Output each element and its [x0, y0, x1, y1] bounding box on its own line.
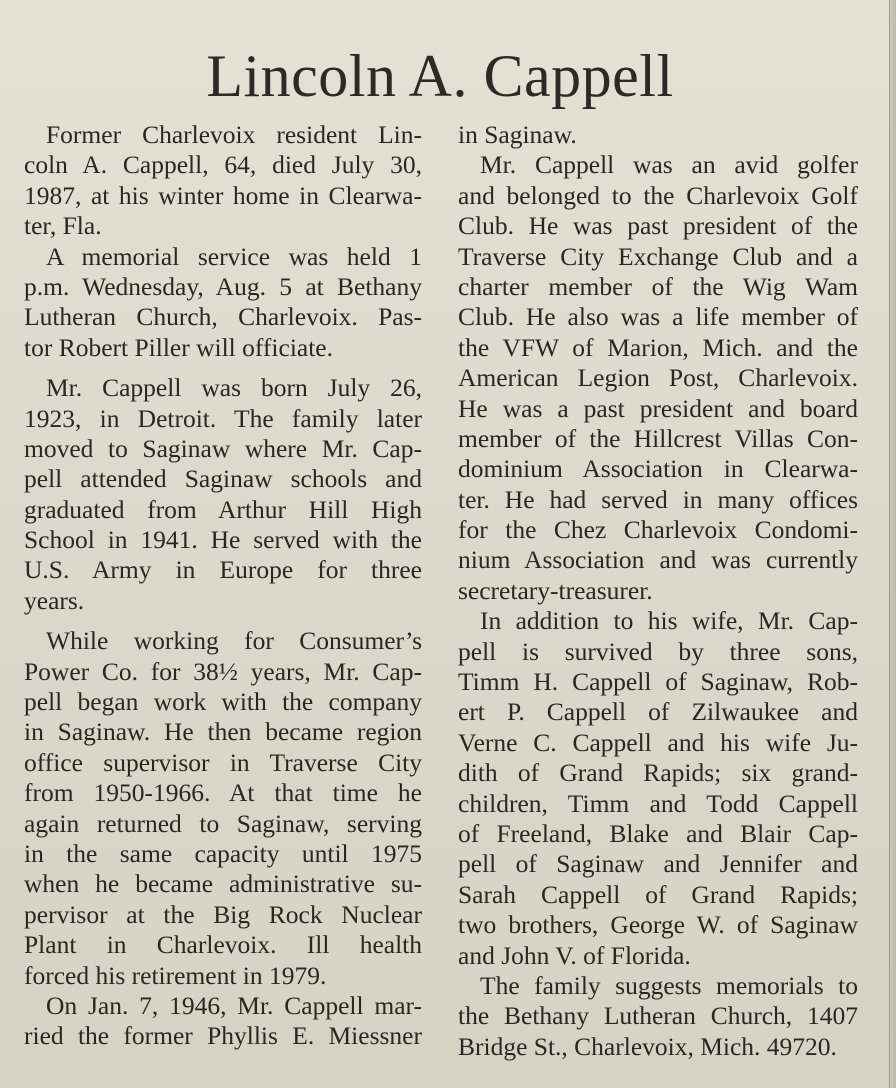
article-line: ried the former Phyllis E. Miessner	[24, 1021, 422, 1051]
article-line: and John V. of Florida.	[458, 940, 691, 970]
article-line: On Jan. 7, 1946, Mr. Cappell mar-	[46, 990, 422, 1020]
article-line: Verne C. Cappell and his wife Ju-	[458, 727, 858, 757]
article-line: secretary-treasurer.	[458, 575, 653, 605]
article-line: 1923, in Detroit. The family later	[24, 403, 422, 433]
article-line: While working for Consumer’s	[46, 626, 422, 656]
obituary-headline: Lincoln A. Cappell	[206, 43, 674, 109]
article-line: charter member of the Wig Wam	[458, 271, 858, 301]
article-line: A memorial service was held 1	[46, 241, 422, 271]
article-line: pell is survived by three sons,	[458, 636, 858, 666]
article-line: Traverse City Exchange Club and a	[458, 241, 858, 271]
article-line: moved to Saginaw where Mr. Cap-	[24, 433, 422, 463]
article-line: dominium Association in Clearwa-	[458, 454, 858, 484]
paragraph-gap	[24, 616, 422, 626]
article-column-right	[458, 120, 858, 1062]
article-line: pervisor at the Big Rock Nuclear	[24, 899, 422, 929]
article-line: when he became administrative su-	[24, 869, 422, 899]
article-line: Former Charlevoix resident Lin-	[46, 120, 422, 149]
article-line: Mr. Cappell was an avid golfer	[480, 150, 858, 180]
article-line: pell attended Saginaw schools and	[24, 464, 422, 494]
article-line: dith of Grand Rapids; six grand-	[458, 758, 858, 788]
article-line: Club. He was past president of the	[458, 211, 858, 241]
article-line: years.	[24, 585, 85, 615]
article-line: two brothers, George W. of Saginaw	[458, 910, 858, 940]
article-line: coln A. Cappell, 64, died July 30,	[24, 150, 422, 180]
article-column-left	[24, 120, 422, 1052]
article-line: children, Timm and Todd Cappell	[458, 788, 858, 818]
article-line: again returned to Saginaw, serving	[24, 808, 422, 838]
article-line: Club. He also was a life member of	[458, 302, 858, 332]
article-line: the VFW of Marion, Mich. and the	[458, 332, 858, 362]
article-line: in the same capacity until 1975	[24, 838, 422, 868]
article-line: p.m. Wednesday, Aug. 5 at Bethany	[24, 271, 422, 301]
article-line: forced his retirement in 1979.	[24, 960, 327, 990]
article-line: pell began work with the company	[24, 687, 422, 717]
article-line: ter, Fla.	[24, 211, 102, 241]
article-line: The family suggests memorials to	[480, 970, 858, 1000]
article-line: from 1950-1966. At that time he	[24, 778, 422, 808]
article-line: member of the Hillcrest Villas Con-	[458, 423, 858, 453]
article-line: the Bethany Lutheran Church, 1407	[458, 1001, 858, 1031]
article-line: Mr. Cappell was born July 26,	[46, 373, 422, 403]
article-line: pell of Saginaw and Jennifer and	[458, 849, 858, 879]
article-line: Timm H. Cappell of Saginaw, Rob-	[458, 667, 858, 697]
article-line: Power Co. for 38½ years, Mr. Cap-	[24, 656, 422, 686]
article-line: Lutheran Church, Charlevoix. Pas-	[24, 302, 422, 332]
article-line: American Legion Post, Charlevoix.	[458, 363, 858, 393]
article-line: tor Robert Piller will officiate.	[24, 332, 334, 362]
article-line: School in 1941. He served with the	[24, 525, 422, 555]
article-line: office supervisor in Traverse City	[24, 747, 422, 777]
article-line: Sarah Cappell of Grand Rapids;	[458, 879, 858, 909]
article-line: of Freeland, Blake and Blair Cap-	[458, 818, 858, 848]
article-line: in Saginaw.	[458, 120, 577, 149]
article-line: Plant in Charlevoix. Ill health	[24, 930, 422, 960]
article-line: ter. He had served in many offices	[458, 484, 858, 514]
article-line: Bridge St., Charlevoix, Mich. 49720.	[458, 1031, 837, 1061]
paragraph-gap	[24, 363, 422, 373]
article-line: nium Association and was currently	[458, 545, 858, 575]
article-line: and belonged to the Charlevoix Golf	[458, 180, 858, 210]
article-line: ert P. Cappell of Zilwaukee and	[458, 697, 858, 727]
article-line: He was a past president and board	[458, 393, 858, 423]
clipping-edge	[889, 0, 896, 1088]
article-line: In addition to his wife, Mr. Cap-	[480, 606, 858, 636]
article-line: graduated from Arthur Hill High	[24, 494, 422, 524]
article-line: in Saginaw. He then became region	[24, 717, 422, 747]
article-line: 1987, at his winter home in Clearwa-	[24, 180, 422, 210]
article-line: U.S. Army in Europe for three	[24, 555, 422, 585]
article-line: for the Chez Charlevoix Condomi-	[458, 515, 858, 545]
